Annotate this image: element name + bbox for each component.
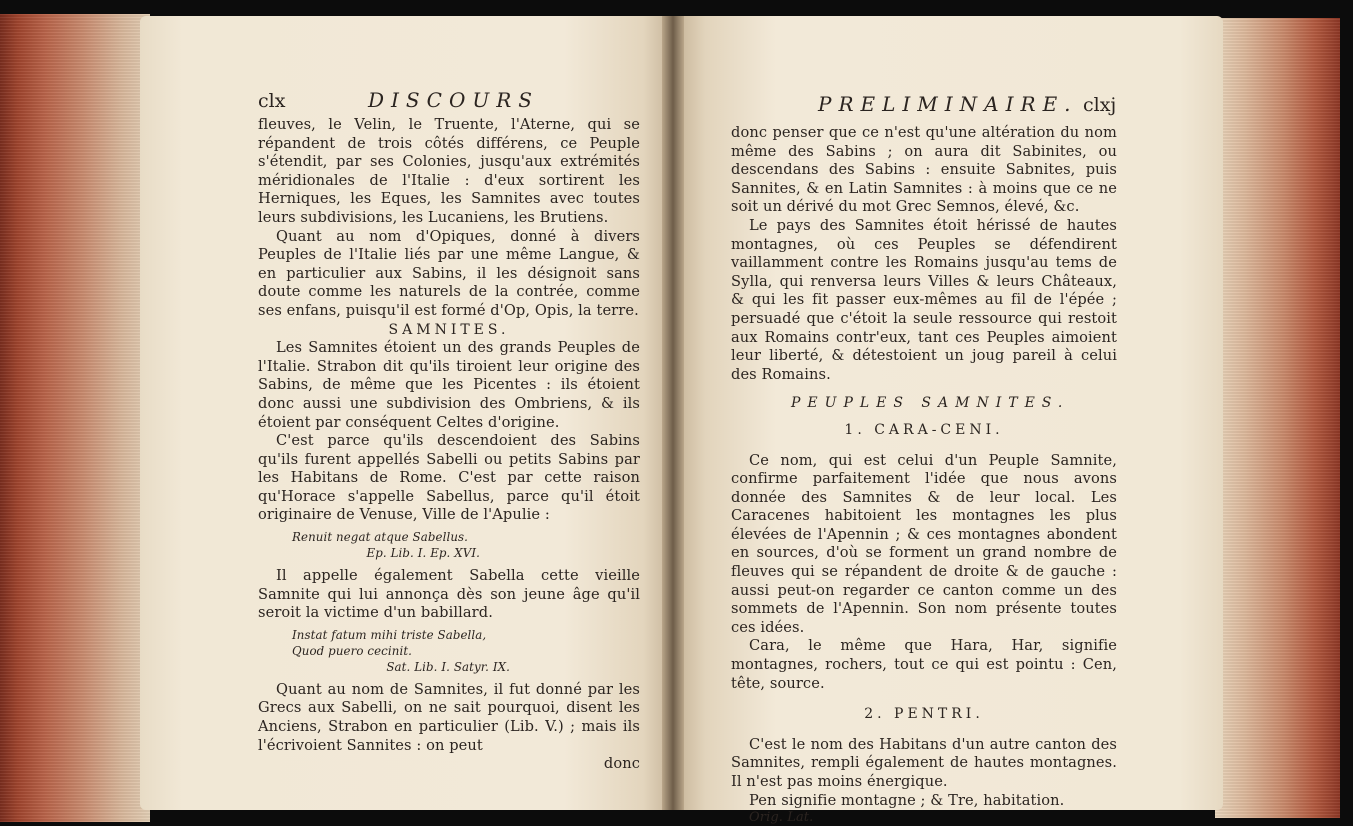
paragraph: C'est parce qu'ils descendoient des Sabins qu'ils furent appellés Sabelli ou petits Sabins par les Habitans de Rome. C'est par cette raison qu'Horace s'appelle Sabellus, parce qu'il étoit originaire de Venuse, Ville de l'Apulie : [258, 432, 640, 524]
book-gutter [662, 16, 684, 810]
paragraph: Quant au nom d'Opiques, donné à divers Peuples de l'Italie liés par une même Langue, & en particulier aux Sabins, il les désignoit sans doute comme les naturels de la contrée, comme ses enfans, puisqu'il est formé d'Op, Opis, la terre. [258, 227, 640, 319]
latin-quote: Quod puero cecinit. [292, 643, 413, 658]
latin-quote: Renuit negat atque Sabellus. [292, 530, 469, 545]
subsection-heading: 1. CARA-CENI. [844, 421, 1004, 438]
section-heading: PEUPLES SAMNITES. [791, 395, 1070, 412]
subsection-heading: 2. PENTRI. [864, 706, 984, 723]
left-running-title: DISCOURS [368, 88, 539, 112]
left-page-number: clx [258, 90, 286, 112]
quote-reference: Sat. Lib. I. Satyr. IX. [386, 659, 510, 674]
left-page-body [258, 116, 640, 774]
paragraph: donc penser que ce n'est qu'une altération du nom même des Sabins ; on aura dit Sabinites, ou descendans des Sabins : ensuite Sabnites, puis Sannites, & en Latin Samnites : à moins que ce ne soit un dérivé du mot Grec Semnos, élevé, &c. [731, 124, 1117, 216]
paragraph: Ce nom, qui est celui d'un Peuple Samnite, confirme parfaitement l'idée que nous avons donnée des Samnites & de leur local. Les Caracenes habitoient les montagnes les plus élevées de l'Apennin ; & ces montagnes abondent en sources, d'où se forment un grand nombre de fleuves qui se répandent de droite & de gauche : aussi peut-on regarder ce canton comme un des sommets de l'Apennin. Son nom présente toutes ces idées. [731, 451, 1117, 636]
paragraph: Quant au nom de Samnites, il fut donné par les Grecs aux Sabelli, on ne sait pourquoi, disent les Anciens, Strabon en particulier (Lib. V.) ; mais ils l'écrivoient Sannites : on peut [258, 680, 640, 754]
paragraph: Pen signifie montagne ; & Tre, habitation. [749, 791, 1065, 809]
quote-reference: Ep. Lib. I. Ep. XVI. [366, 546, 480, 561]
paragraph: C'est le nom des Habitans d'un autre canton des Samnites, rempli également de hautes montagnes. Il n'est pas moins énergique. [731, 735, 1117, 790]
right-page-edges [1215, 18, 1340, 818]
paragraph: Il appelle également Sabella cette vieille Samnite qui lui annonça dès son jeune âge qu'il seroit la victime d'un babillard. [258, 567, 640, 622]
catchword: donc [603, 755, 640, 773]
right-page-body [731, 124, 1117, 826]
footnote: Orig. Lat. [749, 810, 814, 826]
right-page-number: clxj [1083, 94, 1117, 116]
paragraph: Le pays des Samnites étoit hérissé de hautes montagnes, où ces Peuples se défendirent vaillamment contre les Romains jusqu'au tems de Sylla, qui renversa leurs Villes & leurs Châteaux, & qui les fit passer eux-mêmes au fil de l'épée ; persuadé que c'étoit la seule ressource qui restoit aux Romains contr'eux, tant ces Peuples aimoient leur liberté, & détestoient un joug pareil à celui des Romains. [731, 216, 1117, 383]
left-page-edges [0, 14, 150, 822]
right-running-title: PRELIMINAIRE. [818, 92, 1078, 116]
latin-quote: Instat fatum mihi triste Sabella, [292, 627, 487, 642]
paragraph: Les Samnites étoient un des grands Peuples de l'Italie. Strabon dit qu'ils tiroient leur origine des Sabins, de même que les Picentes : ils étoient donc aussi une subdivision des Ombriens, & ils étoient par conséquent Celtes d'origine. [258, 339, 640, 431]
section-heading: SAMNITES. [388, 321, 510, 338]
paragraph: fleuves, le Velin, le Truente, l'Aterne, qui se répandent de trois côtés différens, ce Peuple s'étendit, par ses Colonies, jusqu'aux extrémités méridionales de l'Italie : d'eux sortirent les Herniques, les Eques, les Samnites avec toutes leurs subdivisions, les Lucaniens, les Brutiens. [258, 116, 640, 226]
paragraph: Cara, le même que Hara, Har, signifie montagnes, rochers, tout ce qui est pointu : Cen, tête, source. [731, 637, 1117, 692]
